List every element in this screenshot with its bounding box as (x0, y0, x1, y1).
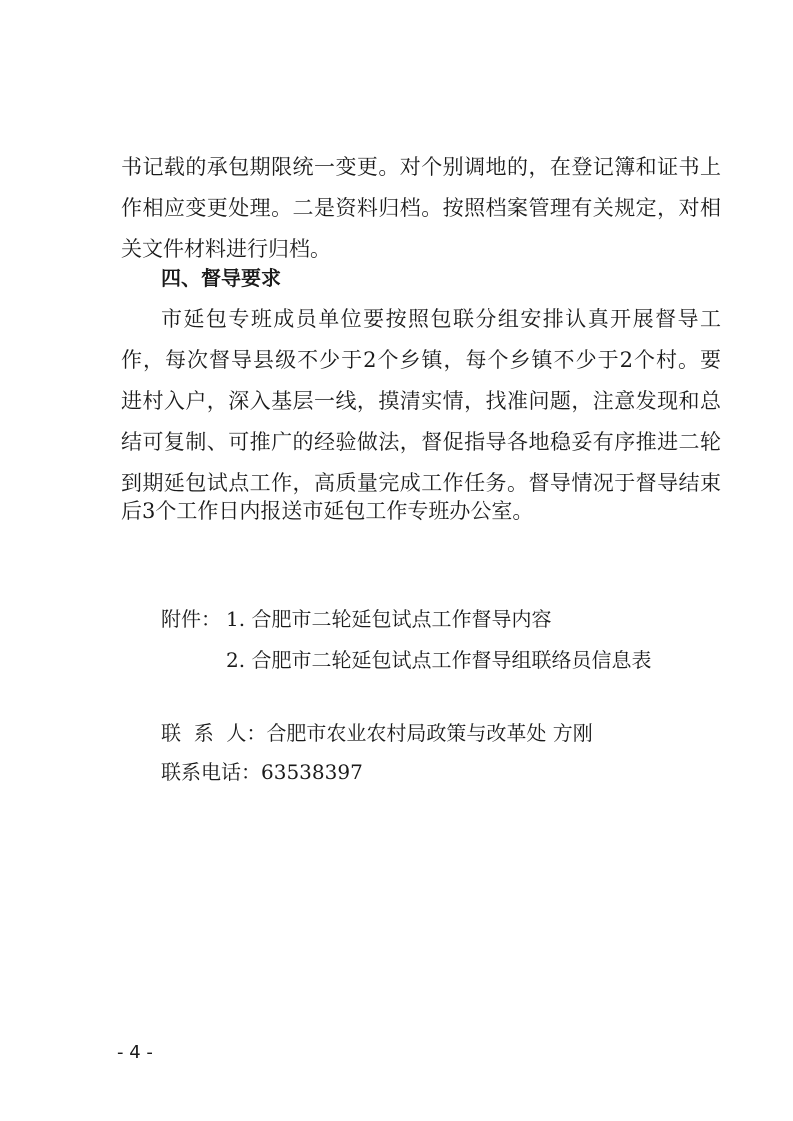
attachment-item: 1. 合肥市二轮延包试点工作督导内容 (226, 607, 552, 631)
section-heading: 四、督导要求 (161, 266, 281, 290)
contact-person-label: 联 系 人： (161, 721, 267, 745)
section-line: 进村入户，深入基层一线，摸清实情，找准问题，注意发现和总 (121, 389, 721, 413)
section-line: 结可复制、可推广的经验做法，督促指导各地稳妥有序推进二轮 (121, 430, 721, 454)
contact-person-value: 合肥市农业农村局政策与改革处 方刚 (266, 721, 593, 745)
body-line: 作相应变更处理。二是资料归档。按照档案管理有关规定，对相 (121, 196, 721, 220)
attachment-item: 2. 合肥市二轮延包试点工作督导组联络员信息表 (226, 648, 652, 672)
contact-phone-value: 63538397 (261, 760, 363, 784)
attachment-label: 附件： (161, 607, 221, 631)
page-number: - 4 - (117, 1042, 153, 1063)
contact-phone-label: 联系电话： (161, 760, 261, 784)
section-line: 到期延包试点工作，高质量完成工作任务。督导情况于督导结束 (121, 471, 721, 495)
contact-phone-row (161, 757, 363, 787)
section-line: 后3个工作日内报送市延包工作专班办公室。 (121, 499, 534, 523)
body-line: 关文件材料进行归档。 (121, 237, 331, 261)
body-line: 书记载的承包期限统一变更。对个别调地的，在登记簿和证书上 (121, 155, 721, 179)
section-line: 市延包专班成员单位要按照包联分组安排认真开展督导工 (161, 307, 721, 331)
section-line: 作，每次督导县级不少于2个乡镇，每个乡镇不少于2个村。要 (121, 348, 721, 372)
contact-person-row (161, 718, 593, 748)
